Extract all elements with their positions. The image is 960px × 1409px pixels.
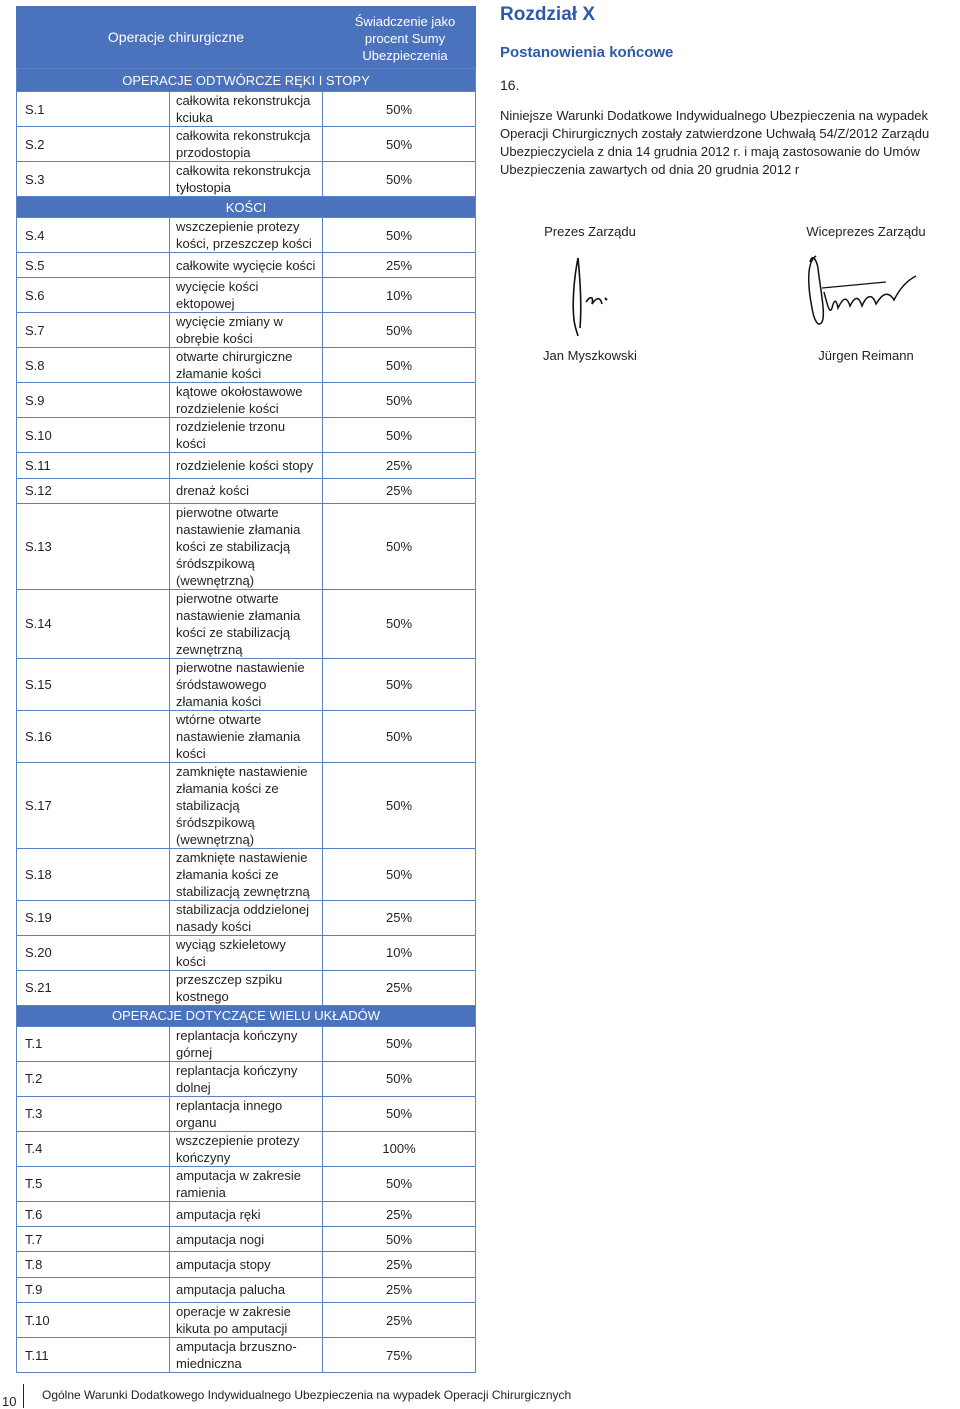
page-footer xyxy=(0,1384,960,1408)
name-cell: replantacja kończyny dolnej xyxy=(170,1061,323,1096)
table-row xyxy=(17,1096,476,1131)
name-cell: przeszczep szpiku kostnego xyxy=(170,970,323,1005)
code-cell: S.15 xyxy=(17,658,170,710)
percent-cell: 25% xyxy=(323,1201,476,1226)
name-cell: amputacja palucha xyxy=(170,1277,323,1302)
code-cell: T.9 xyxy=(17,1277,170,1302)
signature-vice-president xyxy=(766,224,960,363)
surgery-table-block xyxy=(16,6,476,1373)
code-cell: T.6 xyxy=(17,1201,170,1226)
code-cell: S.10 xyxy=(17,418,170,453)
name-cell: wycięcie kości ektopowej xyxy=(170,278,323,313)
table-row xyxy=(17,478,476,503)
code-cell: T.3 xyxy=(17,1096,170,1131)
percent-cell: 10% xyxy=(323,935,476,970)
table-row xyxy=(17,127,476,162)
table-row xyxy=(17,383,476,418)
name-cell: drenaż kości xyxy=(170,478,323,503)
percent-cell: 50% xyxy=(323,762,476,848)
table-row xyxy=(17,348,476,383)
percent-cell: 100% xyxy=(323,1131,476,1166)
percent-cell: 50% xyxy=(323,1227,476,1252)
table-row xyxy=(17,710,476,762)
name-cell: stabilizacja oddzielonej nasady kości xyxy=(170,900,323,935)
chapter-subtitle: Postanowienia końcowe xyxy=(500,44,674,61)
code-cell: S.13 xyxy=(17,503,170,589)
name-cell: pierwotne otwarte nastawienie złamania kości ze stabilizacją śródszpikową (wewnętrzną) xyxy=(170,503,323,589)
name-cell: replantacja innego organu xyxy=(170,1096,323,1131)
code-cell: T.4 xyxy=(17,1131,170,1166)
percent-cell: 50% xyxy=(323,218,476,253)
percent-cell: 75% xyxy=(323,1338,476,1373)
signature-icon xyxy=(490,248,690,348)
name-cell: całkowita rekonstrukcja kciuka xyxy=(170,92,323,127)
table-row xyxy=(17,658,476,710)
code-cell: S.5 xyxy=(17,253,170,278)
table-row xyxy=(17,503,476,589)
name-cell: wtórne otwarte nastawienie złamania kości xyxy=(170,710,323,762)
percent-cell: 10% xyxy=(323,278,476,313)
percent-cell: 50% xyxy=(323,503,476,589)
name-cell: kątowe okołostawowe rozdzielenie kości xyxy=(170,383,323,418)
percent-cell: 50% xyxy=(323,658,476,710)
percent-cell: 25% xyxy=(323,478,476,503)
final-provisions xyxy=(500,4,960,363)
table-row xyxy=(17,762,476,848)
name-cell: zamknięte nastawienie złamania kości ze stabilizacją zewnętrzną xyxy=(170,848,323,900)
table-row xyxy=(17,313,476,348)
code-cell: S.7 xyxy=(17,313,170,348)
name-cell: wyciąg szkieletowy kości xyxy=(170,935,323,970)
code-cell: T.11 xyxy=(17,1338,170,1373)
code-cell: S.9 xyxy=(17,383,170,418)
name-cell: rozdzielenie kości stopy xyxy=(170,453,323,478)
percent-cell: 50% xyxy=(323,162,476,197)
table-row xyxy=(17,1026,476,1061)
section-header-row xyxy=(17,69,476,92)
code-cell: T.1 xyxy=(17,1026,170,1061)
footer-text: Ogólne Warunki Dodatkowego Indywidualnego Ubezpieczenia na wypadek Operacji Chirurgicznych xyxy=(42,1388,572,1402)
name-cell: otwarte chirurgiczne złamanie kości xyxy=(170,348,323,383)
name-cell: amputacja stopy xyxy=(170,1252,323,1277)
table-header xyxy=(16,6,476,68)
table-row xyxy=(17,1338,476,1373)
code-cell: S.1 xyxy=(17,92,170,127)
section-title: KOŚCI xyxy=(17,197,476,218)
code-cell: S.3 xyxy=(17,162,170,197)
code-cell: S.21 xyxy=(17,970,170,1005)
code-cell: S.11 xyxy=(17,453,170,478)
percent-cell: 25% xyxy=(323,900,476,935)
code-cell: T.7 xyxy=(17,1227,170,1252)
operations-table xyxy=(16,68,476,1373)
name-cell: całkowite wycięcie kości xyxy=(170,253,323,278)
name-cell: amputacja w zakresie ramienia xyxy=(170,1166,323,1201)
percent-cell: 50% xyxy=(323,418,476,453)
name-cell: replantacja kończyny górnej xyxy=(170,1026,323,1061)
code-cell: T.10 xyxy=(17,1303,170,1338)
table-row xyxy=(17,1166,476,1201)
table-row xyxy=(17,589,476,658)
table-row xyxy=(17,1131,476,1166)
name-cell: całkowita rekonstrukcja tyłostopia xyxy=(170,162,323,197)
percent-cell: 25% xyxy=(323,1252,476,1277)
name-cell: wszczepienie protezy kości, przeszczep kości xyxy=(170,218,323,253)
header-operations: Operacje chirurgiczne xyxy=(107,29,245,45)
code-cell: S.12 xyxy=(17,478,170,503)
signature-president xyxy=(490,224,690,363)
table-row xyxy=(17,1061,476,1096)
code-cell: S.8 xyxy=(17,348,170,383)
table-row xyxy=(17,418,476,453)
code-cell: S.14 xyxy=(17,589,170,658)
percent-cell: 50% xyxy=(323,710,476,762)
section-title: OPERACJE ODTWÓRCZE RĘKI I STOPY xyxy=(17,69,476,92)
footer-divider xyxy=(23,1384,24,1408)
section-number: 16. xyxy=(500,77,520,93)
percent-cell: 50% xyxy=(323,127,476,162)
page-number: 10 xyxy=(2,1394,17,1409)
section-title: OPERACJE DOTYCZĄCE WIELU UKŁADÓW xyxy=(17,1005,476,1026)
code-cell: S.2 xyxy=(17,127,170,162)
name-cell: rozdzielenie trzonu kości xyxy=(170,418,323,453)
code-cell: S.19 xyxy=(17,900,170,935)
name-cell: pierwotne otwarte nastawienie złamania kości ze stabilizacją zewnętrzną xyxy=(170,589,323,658)
table-row xyxy=(17,253,476,278)
name-cell: wycięcie zmiany w obrębie kości xyxy=(170,313,323,348)
signature-name: Jan Myszkowski xyxy=(543,348,637,363)
percent-cell: 25% xyxy=(323,453,476,478)
table-row xyxy=(17,1227,476,1252)
percent-cell: 50% xyxy=(323,1061,476,1096)
table-row xyxy=(17,278,476,313)
name-cell: pierwotne nastawienie śródstawowego złamania kości xyxy=(170,658,323,710)
section-header-row xyxy=(17,1005,476,1026)
table-row xyxy=(17,848,476,900)
code-cell: T.2 xyxy=(17,1061,170,1096)
name-cell: amputacja nogi xyxy=(170,1227,323,1252)
code-cell: S.6 xyxy=(17,278,170,313)
table-row xyxy=(17,1277,476,1302)
section-header-row xyxy=(17,197,476,218)
table-row xyxy=(17,453,476,478)
table-row xyxy=(17,900,476,935)
percent-cell: 50% xyxy=(323,1026,476,1061)
code-cell: S.16 xyxy=(17,710,170,762)
code-cell: T.5 xyxy=(17,1166,170,1201)
table-row xyxy=(17,1201,476,1226)
name-cell: operacje w zakresie kikuta po amputacji xyxy=(170,1303,323,1338)
percent-cell: 25% xyxy=(323,1303,476,1338)
percent-cell: 50% xyxy=(323,1166,476,1201)
provision-paragraph: Niniejsze Warunki Dodatkowe Indywidualnego Ubezpieczenia na wypadek Operacji Chirurgicznych zostały zatwierdzone Uchwałą 54/Z/2012 Zarządu Ubezpieczyciela z dnia 14 grudnia 2012 r. i mają zastosowanie do Umów Ubezpieczenia zawartych od dnia 20 grudnia 2012 r xyxy=(500,108,930,177)
percent-cell: 25% xyxy=(323,970,476,1005)
signature-name: Jürgen Reimann xyxy=(818,348,914,363)
name-cell: wszczepienie protezy kończyny xyxy=(170,1131,323,1166)
name-cell: amputacja ręki xyxy=(170,1201,323,1226)
table-row xyxy=(17,1252,476,1277)
table-row xyxy=(17,935,476,970)
name-cell: zamknięte nastawienie złamania kości ze stabilizacją śródszpikową (wewnętrzną) xyxy=(170,762,323,848)
percent-cell: 50% xyxy=(323,92,476,127)
chapter-title: Rozdział X xyxy=(500,4,596,25)
table-row xyxy=(17,1303,476,1338)
table-row xyxy=(17,92,476,127)
table-row xyxy=(17,162,476,197)
percent-cell: 50% xyxy=(323,848,476,900)
percent-cell: 50% xyxy=(323,348,476,383)
percent-cell: 25% xyxy=(323,253,476,278)
signature-title: Wiceprezes Zarządu xyxy=(806,224,926,239)
signature-icon xyxy=(766,248,960,348)
name-cell: całkowita rekonstrukcja przodostopia xyxy=(170,127,323,162)
percent-cell: 50% xyxy=(323,383,476,418)
table-row xyxy=(17,970,476,1005)
signature-title: Prezes Zarządu xyxy=(544,224,636,239)
header-benefit: Świadczenie jako procent Sumy Ubezpieczenia xyxy=(354,13,456,63)
percent-cell: 50% xyxy=(323,589,476,658)
name-cell: amputacja brzuszno-miedniczna xyxy=(170,1338,323,1373)
percent-cell: 50% xyxy=(323,1096,476,1131)
percent-cell: 25% xyxy=(323,1277,476,1302)
percent-cell: 50% xyxy=(323,313,476,348)
code-cell: S.18 xyxy=(17,848,170,900)
code-cell: S.17 xyxy=(17,762,170,848)
table-row xyxy=(17,218,476,253)
code-cell: S.4 xyxy=(17,218,170,253)
code-cell: T.8 xyxy=(17,1252,170,1277)
code-cell: S.20 xyxy=(17,935,170,970)
